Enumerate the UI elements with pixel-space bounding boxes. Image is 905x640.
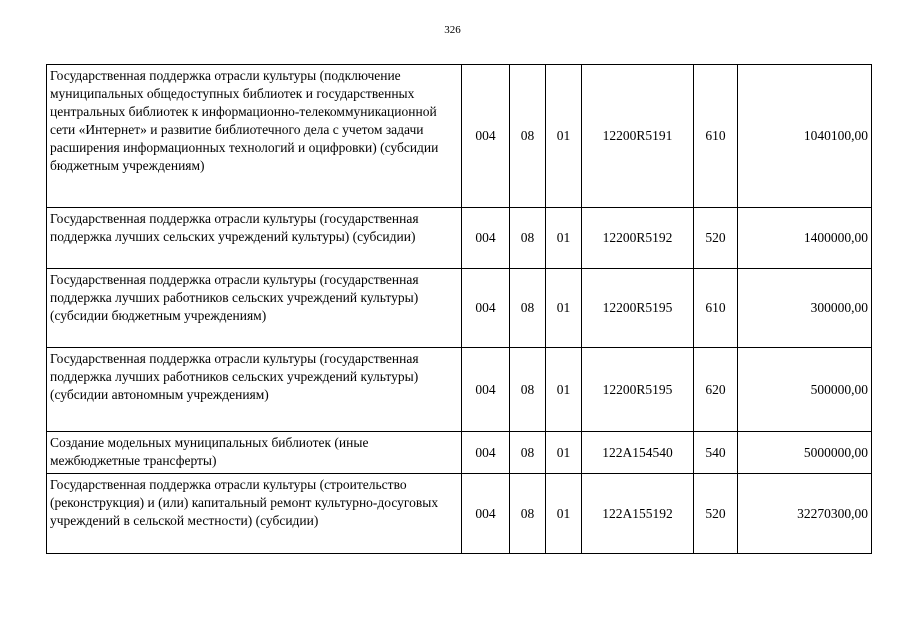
expense-name-cell: Государственная поддержка отрасли культуры (государственная поддержка лучших сельских учреждений культуры) (субсидии) xyxy=(47,208,462,269)
target-article-cell: 122A155192 xyxy=(582,474,694,554)
table-row xyxy=(47,65,872,208)
expense-name-cell: Государственная поддержка отрасли культуры (строительство (реконструкция) и (или) капитальный ремонт культурно-досуговых учреждений в сельской местности) (субсидии) xyxy=(47,474,462,554)
expense-type-cell: 520 xyxy=(694,474,738,554)
expense-type-cell: 610 xyxy=(694,269,738,348)
subsection-code-cell: 01 xyxy=(546,348,582,432)
table-row xyxy=(47,432,872,474)
target-article-cell: 12200R5195 xyxy=(582,348,694,432)
amount-cell: 32270300,00 xyxy=(738,474,872,554)
page-number: 326 xyxy=(444,24,461,36)
table-row xyxy=(47,269,872,348)
section-code-cell: 08 xyxy=(510,474,546,554)
expense-type-cell: 610 xyxy=(694,65,738,208)
expense-type-cell: 520 xyxy=(694,208,738,269)
department-code-cell: 004 xyxy=(462,432,510,474)
subsection-code-cell: 01 xyxy=(546,208,582,269)
amount-cell: 1040100,00 xyxy=(738,65,872,208)
expense-name-cell: Государственная поддержка отрасли культуры (подключение муниципальных общедоступных библиотек и государственных центральных библиотек к информационно-телекоммуникационной сети «Интернет» и развитие библиотечного дела с учетом задачи расширения информационных технологий и оцифровки) (субсидии бюджетным учреждениям) xyxy=(47,65,462,208)
amount-cell: 1400000,00 xyxy=(738,208,872,269)
subsection-code-cell: 01 xyxy=(546,269,582,348)
subsection-code-cell: 01 xyxy=(546,474,582,554)
department-code-cell: 004 xyxy=(462,65,510,208)
department-code-cell: 004 xyxy=(462,348,510,432)
department-code-cell: 004 xyxy=(462,474,510,554)
section-code-cell: 08 xyxy=(510,208,546,269)
target-article-cell: 12200R5195 xyxy=(582,269,694,348)
department-code-cell: 004 xyxy=(462,208,510,269)
budget-table xyxy=(46,64,872,554)
amount-cell: 5000000,00 xyxy=(738,432,872,474)
section-code-cell: 08 xyxy=(510,269,546,348)
section-code-cell: 08 xyxy=(510,348,546,432)
amount-cell: 500000,00 xyxy=(738,348,872,432)
table-row xyxy=(47,474,872,554)
subsection-code-cell: 01 xyxy=(546,65,582,208)
department-code-cell: 004 xyxy=(462,269,510,348)
expense-name-cell: Государственная поддержка отрасли культуры (государственная поддержка лучших работников сельских учреждений культуры) (субсидии автономным учреждениям) xyxy=(47,348,462,432)
table-row xyxy=(47,348,872,432)
section-code-cell: 08 xyxy=(510,432,546,474)
expense-name-cell: Создание модельных муниципальных библиотек (иные межбюджетные трансферты) xyxy=(47,432,462,474)
subsection-code-cell: 01 xyxy=(546,432,582,474)
expense-name-cell: Государственная поддержка отрасли культуры (государственная поддержка лучших работников сельских учреждений культуры) (субсидии бюджетным учреждениям) xyxy=(47,269,462,348)
section-code-cell: 08 xyxy=(510,65,546,208)
target-article-cell: 12200R5191 xyxy=(582,65,694,208)
target-article-cell: 122A154540 xyxy=(582,432,694,474)
amount-cell: 300000,00 xyxy=(738,269,872,348)
expense-type-cell: 620 xyxy=(694,348,738,432)
table-row xyxy=(47,208,872,269)
target-article-cell: 12200R5192 xyxy=(582,208,694,269)
expense-type-cell: 540 xyxy=(694,432,738,474)
